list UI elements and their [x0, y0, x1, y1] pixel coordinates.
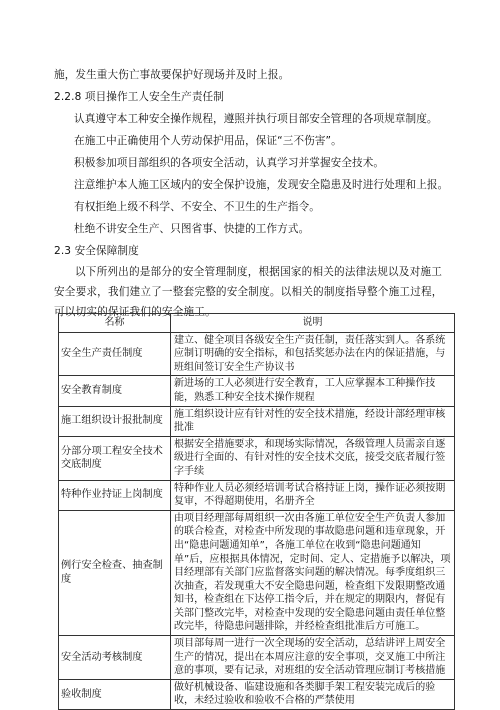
duty-item: 杜绝不讲安全生产、只图省事、快捷的工作方式。	[74, 223, 310, 235]
system-name: 例行安全检查、抽查制度	[59, 510, 171, 635]
system-description: 做好机械设备、临建设施和各类脚手架工程安装完成后的验收，未经过验收和验收不合格的严禁使用	[171, 679, 455, 709]
system-name: 安全活动考核制度	[59, 636, 171, 680]
system-name: 分部分项工程安全技术交底制度	[59, 436, 171, 480]
system-name: 安全教育制度	[59, 376, 171, 406]
table-header-row	[59, 314, 455, 333]
duty-item: 有权拒绝上级不科学、不安全、不卫生的生产指令。	[74, 201, 320, 213]
table-row	[59, 480, 455, 510]
system-description: 新进场的工人必须进行安全教育，工人应掌握本工种操作技能，熟悉工种安全技术操作规程	[171, 376, 455, 406]
section-228-heading: 2.2.8 项目操作工人安全生产责任制	[54, 91, 224, 103]
system-name: 特种作业持证上岗制度	[59, 480, 171, 510]
table-row	[59, 679, 455, 709]
intro-tail-text: 施，发生重大伤亡事故要保护好现场并及时上报。	[54, 69, 290, 81]
section-23-heading: 2.3 安全保障制度	[54, 245, 139, 257]
system-description: 项目部每周一进行一次全现场的安全活动，总结讲评上周安全生产的情况，提出在本周应注意的安全事项，交叉施工中所注意的事项，要有记录，对班组的安全活动管理应制订考核措施	[171, 636, 455, 680]
table-row	[59, 376, 455, 406]
table-row	[59, 406, 455, 436]
table-row	[59, 436, 455, 480]
system-name: 施工组织设计报批制度	[59, 406, 171, 436]
duty-item: 在施工中正确使用个人劳动保护用品，保证“三不伤害”。	[74, 135, 342, 147]
system-description: 根据安全措施要求，和现场实际情况，各级管理人员需亲自逐级进行全面的、有针对性的安全技术交底，接受交底者履行签字手续	[171, 436, 455, 480]
duty-item: 认真遵守本工种安全操作规程，遵照并执行项目部安全管理的各项规章制度。	[74, 113, 438, 125]
column-header-description: 说明	[171, 314, 455, 333]
system-description: 建立、健全项目各级安全生产责任制，责任落实到人。各系统应制订明确的安全指标，和包括奖惩办法在内的保证措施，与班组间签订安全生产协议书	[171, 332, 455, 376]
system-name: 安全生产责任制度	[59, 332, 171, 376]
column-header-name: 名称	[59, 314, 171, 333]
system-description: 特种作业人员必须经培训考试合格持证上岗，操作证必须按期复审，不得超期使用，名册齐全	[171, 480, 455, 510]
duty-item: 积极参加项目部组织的各项安全活动，认真学习并掌握安全技术。	[74, 157, 385, 169]
duty-item: 注意维护本人施工区域内的安全保护设施，发现安全隐患及时进行处理和上报。	[74, 179, 449, 191]
safety-system-table	[58, 313, 455, 710]
system-description: 由项目经理部每周组织一次由各施工单位安全生产负责人参加的联合检查，对检查中所发现的事故隐患问题和违章现象，开出“隐患问题通知单”，各施工单位在收到“隐患问题通知单”后，应根据具体情况，定时间、定人、定措施予以解决，项目经理部有关部门应监督落实问题的解决情况。每季度组织三次抽查，若发现重大不安全隐患问题，检查组下发限期整改通知书，检查组在下达停工指令后，并在规定的期限内，督促有关部门整改完毕，对检查中发现的安全隐患问题由责任单位整改完毕，待隐患问题排除，并经检查组批准后方可施工。	[171, 510, 455, 635]
table-row	[59, 332, 455, 376]
system-name: 验收制度	[59, 679, 171, 709]
system-description: 施工组织设计应有针对性的安全技术措施，经设计部经理审核批准	[171, 406, 455, 436]
section-23-paragraph: 以下所列出的是部分的安全管理制度，根据国家的相关的法律法规以及对施工安全要求，我们建立了一整套完整的安全制度。以相关的制度指导整个施工过程，可以切实的保证我们的安全施工。	[54, 266, 443, 318]
table-row	[59, 636, 455, 680]
table-row	[59, 510, 455, 635]
